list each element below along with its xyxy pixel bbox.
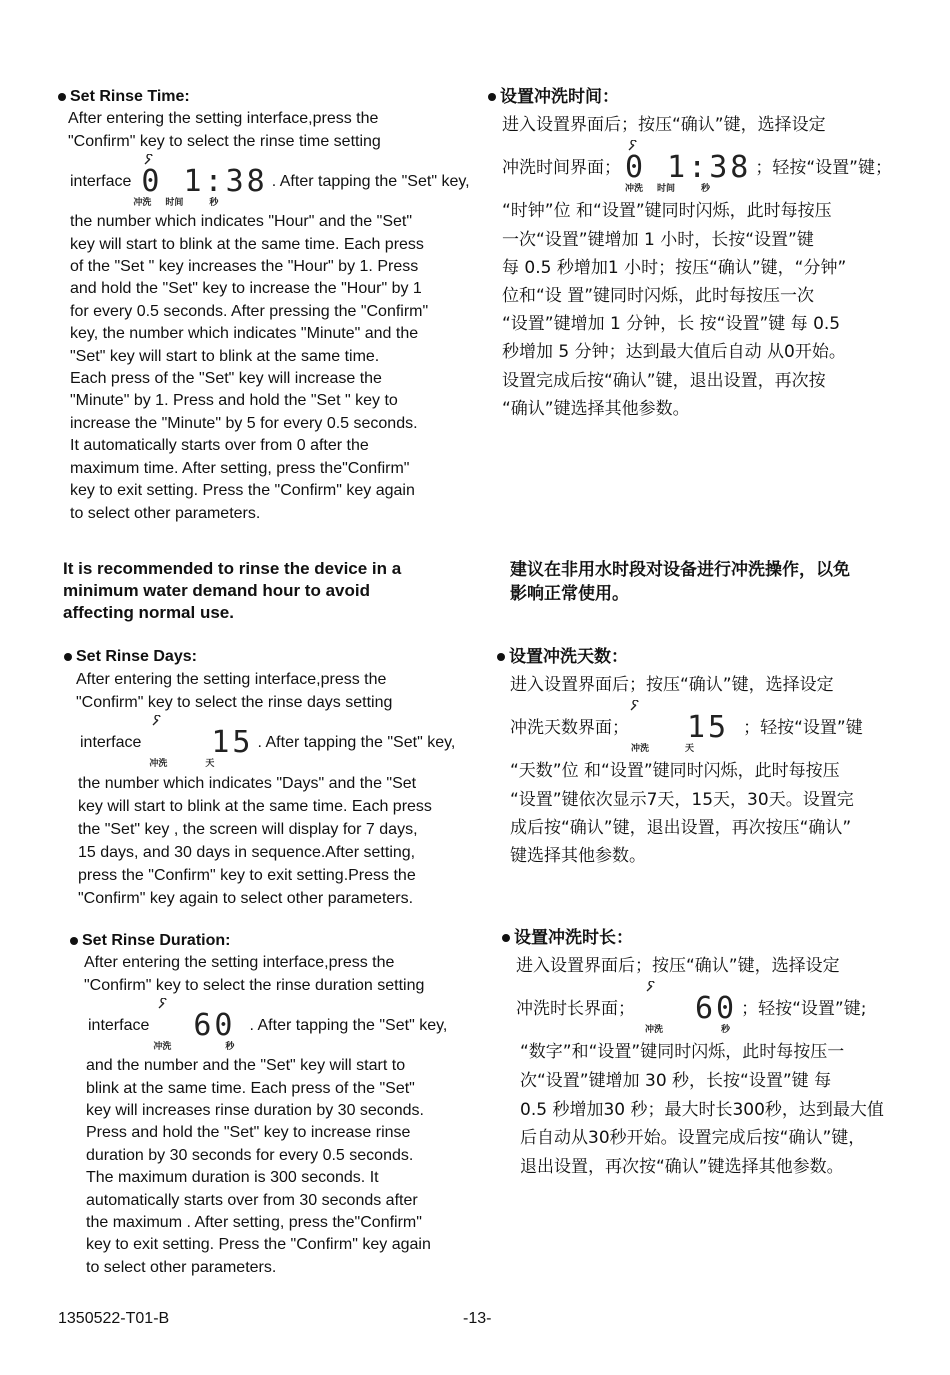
rinse-time-zh <box>488 83 928 423</box>
text-line: "Confirm" key to select the rinse days setting <box>76 694 393 712</box>
text-line: 0.5 秒增加30 秒；最大时长300秒，达到最大值 <box>520 1099 884 1120</box>
interface-line <box>70 997 490 1055</box>
text-line: “天数”位 和“设置”键同时闪烁，此时每按压 <box>510 761 840 782</box>
interface-line <box>502 980 942 1038</box>
text-line: 进入设置界面后；按压“确认”键，选择设定 <box>516 956 840 977</box>
text-line: 成后按“确认”键，退出设置，再次按压“确认” <box>510 817 852 838</box>
lcd-display <box>149 725 254 770</box>
wrench-icon <box>627 140 639 152</box>
title-text: Set Rinse Time: <box>70 88 190 105</box>
interface-line <box>64 714 484 772</box>
paragraph <box>70 952 490 997</box>
text-line: After entering the setting interface,press the <box>84 954 395 972</box>
text-line: automatically starts over from 30 seconds after <box>86 1191 418 1209</box>
document-code: 1350522-T01-B <box>58 1310 170 1327</box>
text-line: 键选择其他参数。 <box>510 846 646 867</box>
section-title <box>58 86 478 108</box>
interface-text: ；轻按“设置”键; <box>741 999 867 1020</box>
interface-line <box>488 139 928 197</box>
label-rinse: 冲洗 <box>153 1042 172 1053</box>
label-rinse: 冲洗 <box>625 184 644 195</box>
text-line: "Confirm" key to select the rinse time setting <box>68 132 381 150</box>
text-line: “确认”键选择其他参数。 <box>502 398 690 419</box>
paragraph <box>488 197 928 423</box>
lcd-value: 60 <box>695 991 738 1027</box>
label-sec: 秒 <box>209 198 219 209</box>
section-title <box>488 83 928 111</box>
text-line: It is recommended to rinse the device in a <box>63 559 402 578</box>
text-line: 建议在非用水时段对设备进行冲洗操作，以免 <box>510 560 850 580</box>
text-line: press the "Confirm" key to exit setting.Press the <box>78 867 416 885</box>
lcd-labels <box>625 184 725 195</box>
text-line: 秒增加 5 分钟；达到最大值后自动 从0开始。 <box>502 342 846 363</box>
bullet-icon <box>497 653 505 661</box>
interface-text: ；轻按“设置”键 <box>743 718 863 739</box>
label-sec: 秒 <box>721 1025 731 1036</box>
text-line: 进入设置界面后；按压“确认”键，选择设定 <box>510 675 834 696</box>
bullet-icon <box>64 653 72 661</box>
text-line: key will increases rinse duration by 30 seconds. <box>86 1102 424 1120</box>
lcd-labels <box>149 759 249 770</box>
text-line: “数字”和“设置”键同时闪烁，此时每按压一 <box>520 1042 845 1063</box>
text-line: and hold the "Set" key to increase the "Hour" by 1 <box>70 280 422 298</box>
text-line: of the "Set " key increases the "Hour" by 1. Press <box>70 258 419 276</box>
lcd-value: 0 1:38 <box>625 150 752 186</box>
text-line: "Confirm" key again to select other parameters. <box>78 890 414 908</box>
recommendation-en <box>63 558 401 624</box>
lcd-value: 15 <box>687 710 730 746</box>
label-time: 时间 <box>165 198 184 209</box>
paragraph <box>502 952 942 980</box>
lcd-value: 15 <box>211 725 254 761</box>
text-line: for every 0.5 seconds. After pressing the "Confirm" <box>70 302 429 320</box>
interface-line <box>497 699 937 757</box>
text-line: 位和“设 置”键同时闪烁，此时每按压一次 <box>502 286 815 307</box>
text-line: It automatically starts over from 0 after the <box>70 437 369 455</box>
text-line: “设置”键依次显示7天，15天，30天。设置完 <box>510 789 854 810</box>
label-time: 时间 <box>657 184 676 195</box>
text-line: 退出设置，再次按“确认”键选择其他参数。 <box>520 1156 844 1177</box>
title-text: Set Rinse Duration: <box>82 932 231 949</box>
lcd-labels <box>645 1025 745 1036</box>
text-line: increase the "Minute" by 5 for every 0.5 seconds. <box>70 414 418 432</box>
text-line: to select other parameters. <box>86 1258 277 1276</box>
lcd-display <box>631 710 730 755</box>
text-line: the maximum . After setting, press the"Confirm" <box>86 1214 422 1232</box>
text-line: the number which indicates "Hour" and the "Set" <box>70 213 413 231</box>
text-line: "Minute" by 1. Press and hold the "Set " key to <box>70 392 398 410</box>
text-line: "Confirm" key to select the rinse duration setting <box>84 976 425 994</box>
wrench-icon <box>151 715 163 727</box>
paragraph <box>502 1038 942 1181</box>
interface-text: . After tapping the "Set" key, <box>249 1017 448 1035</box>
rinse-duration-en <box>70 930 490 1279</box>
text-line: minimum water demand hour to avoid <box>63 581 370 600</box>
interface-line <box>58 153 478 211</box>
paragraph <box>70 1055 490 1279</box>
interface-text: interface <box>88 1017 150 1035</box>
interface-text: interface <box>80 734 142 752</box>
text-line: the number which indicates "Days" and the "Set <box>78 775 417 793</box>
text-line: key to exit setting. Press the "Confirm" key again <box>70 482 415 500</box>
text-line: 每 0.5 秒增加1 小时；按压“确认”键，“分钟” <box>502 257 847 278</box>
bullet-icon <box>58 93 66 101</box>
lcd-labels <box>153 1042 253 1053</box>
text-line: Press and hold the "Set" key to increase rinse <box>86 1124 411 1142</box>
section-title <box>70 930 490 952</box>
lcd-value: 60 <box>193 1008 236 1044</box>
title-text: Set Rinse Days: <box>76 648 197 665</box>
text-line: key, the number which indicates "Minute" and the <box>70 325 419 343</box>
bullet-icon <box>488 93 496 101</box>
section-title <box>64 646 484 668</box>
text-line: After entering the setting interface,press the <box>68 110 379 128</box>
wrench-icon <box>645 981 657 993</box>
paragraph <box>64 772 484 910</box>
text-line: After entering the setting interface,press the <box>76 671 387 689</box>
interface-text: 冲洗时长界面； <box>516 999 635 1020</box>
text-line: blink at the same time. Each press of the "Set" <box>86 1079 415 1097</box>
paragraph <box>58 108 478 153</box>
wrench-icon <box>157 998 169 1010</box>
text-line: 进入设置界面后；按压“确认”键，选择设定 <box>502 115 826 136</box>
text-line: key to exit setting. Press the "Confirm" key again <box>86 1236 431 1254</box>
lcd-labels <box>631 744 731 755</box>
title-text: 设置冲洗时间： <box>500 87 619 107</box>
text-line: The maximum duration is 300 seconds. It <box>86 1169 379 1187</box>
lcd-display <box>645 991 738 1036</box>
text-line: “时钟”位 和“设置”键同时闪烁，此时每按压 <box>502 201 832 222</box>
text-line: duration by 30 seconds for every 0.5 seconds. <box>86 1146 414 1164</box>
text-line: 影响正常使用。 <box>510 584 629 604</box>
text-line: the "Set" key , the screen will display for 7 days, <box>78 821 418 839</box>
label-rinse: 冲洗 <box>645 1025 664 1036</box>
text-line: to select other parameters. <box>70 504 261 522</box>
paragraph <box>497 757 937 870</box>
label-sec: 秒 <box>225 1042 235 1053</box>
rinse-days-en <box>64 646 484 910</box>
text-line: 后自动从30秒开始。设置完成后按“确认”键， <box>520 1128 866 1149</box>
rinse-time-en <box>58 86 478 525</box>
text-line: 15 days, and 30 days in sequence.After setting, <box>78 844 416 862</box>
paragraph <box>497 671 937 699</box>
text-line: "Set" key will start to blink at the same time. <box>70 347 380 365</box>
interface-text: . After tapping the "Set" key, <box>257 734 456 752</box>
text-line: key will start to blink at the same time. Each press <box>70 235 424 253</box>
text-line: affecting normal use. <box>63 603 234 622</box>
lcd-value: 0 1:38 <box>141 164 268 200</box>
lcd-display <box>625 150 752 195</box>
interface-text: interface <box>70 173 132 191</box>
recommendation-zh <box>510 558 850 606</box>
title-text: 设置冲洗天数： <box>509 647 628 667</box>
wrench-icon <box>629 700 641 712</box>
rinse-days-zh <box>497 643 937 870</box>
lcd-display <box>133 164 268 209</box>
interface-text: . After tapping the "Set" key, <box>271 173 470 191</box>
wrench-icon <box>143 154 155 166</box>
interface-text: 冲洗天数界面； <box>510 718 629 739</box>
text-line: and the number and the "Set" key will start to <box>86 1057 406 1075</box>
lcd-display <box>153 1008 236 1053</box>
text-line: 次“设置”键增加 30 秒，长按“设置”键 每 <box>520 1071 832 1091</box>
page-number: -13- <box>463 1310 492 1327</box>
label-rinse: 冲洗 <box>133 198 152 209</box>
bullet-icon <box>502 934 510 942</box>
interface-text: ；轻按“设置”键； <box>755 158 892 179</box>
lcd-labels <box>133 198 233 209</box>
label-day: 天 <box>685 744 695 755</box>
section-title <box>497 643 937 671</box>
label-day: 天 <box>205 759 215 770</box>
text-line: key will start to blink at the same time. Each press <box>78 798 432 816</box>
title-text: 设置冲洗时长： <box>514 928 633 948</box>
text-line: maximum time. After setting, press the"Confirm" <box>70 459 410 477</box>
label-rinse: 冲洗 <box>149 759 168 770</box>
text-line: 一次“设置”键增加 1 小时，长按“设置”键 <box>502 229 814 250</box>
paragraph <box>58 211 478 525</box>
bullet-icon <box>70 937 78 945</box>
text-line: “设置”键增加 1 分钟，长 按“设置”键 每 0.5 <box>502 314 841 335</box>
paragraph <box>488 111 928 139</box>
text-line: Each press of the "Set" key will increase the <box>70 370 382 388</box>
text-line: 设置完成后按“确认”键，退出设置，再次按 <box>502 370 826 391</box>
label-sec: 秒 <box>701 184 711 195</box>
interface-text: 冲洗时间界面； <box>502 158 621 179</box>
rinse-duration-zh <box>502 924 942 1181</box>
section-title <box>502 924 942 952</box>
paragraph <box>64 668 484 714</box>
label-rinse: 冲洗 <box>631 744 650 755</box>
